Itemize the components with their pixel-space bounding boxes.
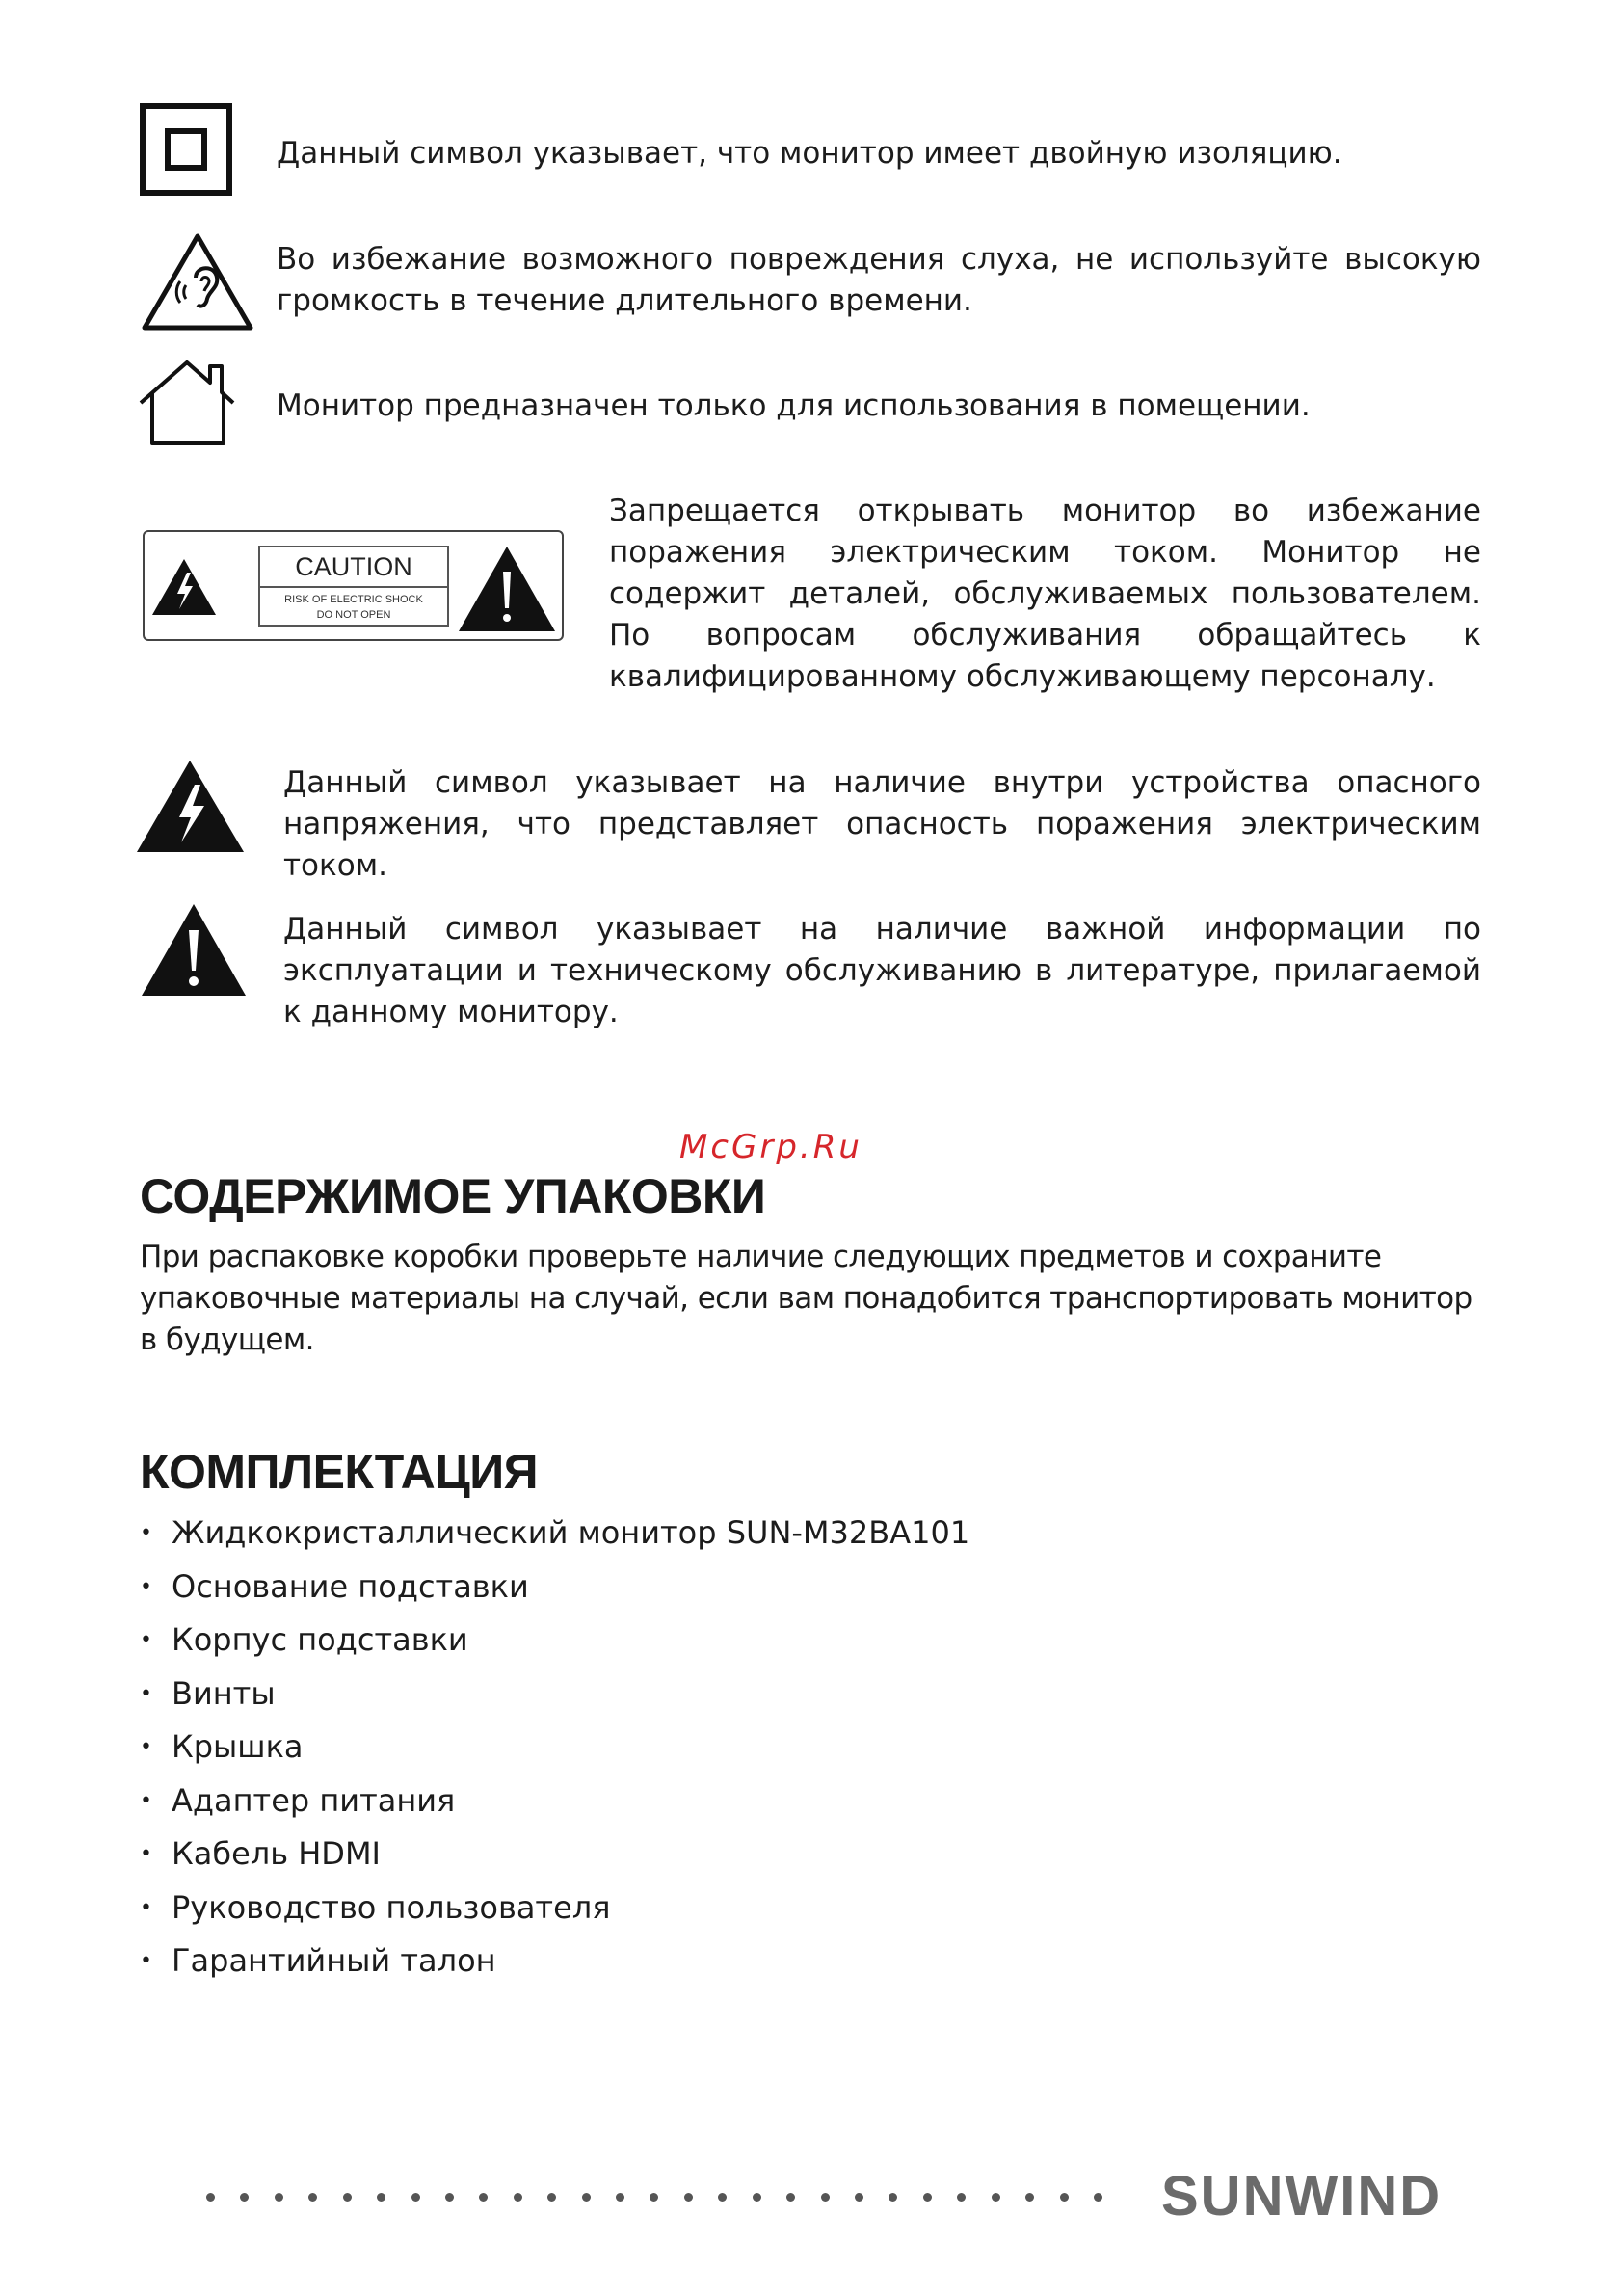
symbol-text-indoor-use: Монитор предназначен только для использования в помещении. [277, 388, 1311, 423]
list-item: • Руководство пользователя [140, 1882, 1296, 1936]
kit-list [140, 1507, 1296, 1989]
package-heading: СОДЕРЖИМОЕ УПАКОВКИ [140, 1169, 766, 1223]
footer-dots [206, 2191, 1102, 2203]
list-item: • Гарантийный талон [140, 1935, 1296, 1989]
hearing-damage-icon [140, 231, 255, 333]
indoor-use-icon [137, 357, 238, 448]
exclamation-warning-icon [457, 545, 557, 633]
list-item: • Основание подставки [140, 1561, 1296, 1615]
symbol-text-double-insulation: Данный символ указывает, что монитор имеет двойную изоляцию. [277, 136, 1342, 171]
symbol-text-lightning: Данный символ указывает на наличие внутри устройства опасного напряжения, что представляет опасность поражения электрическим током. [283, 765, 1481, 883]
caution-line-2: DO NOT OPEN [316, 609, 391, 621]
lightning-warning-icon [135, 758, 246, 854]
caution-title: CAUTION [260, 547, 447, 588]
list-item: • Винты [140, 1668, 1296, 1722]
brand-logo: SUNWIND [1161, 2165, 1443, 2228]
list-item: • Адаптер питания [140, 1775, 1296, 1829]
list-item: • Кабель HDMI [140, 1828, 1296, 1882]
watermark: McGrp.Ru [679, 1128, 862, 1166]
kit-heading: КОМПЛЕКТАЦИЯ [140, 1445, 539, 1499]
exclamation-warning-icon [140, 901, 248, 998]
list-item: • Корпус подставки [140, 1614, 1296, 1668]
symbol-text-hearing-damage: Во избежание возможного повреждения слуха, не используйте высокую громкость в течение длительного времени. [277, 242, 1481, 318]
list-item: • Крышка [140, 1721, 1296, 1775]
caution-label [143, 530, 564, 641]
list-item: • Жидкокристаллический монитор SUN-M32BA101 [140, 1507, 1296, 1561]
lightning-warning-icon [150, 557, 218, 617]
symbol-text-exclamation: Данный символ указывает на наличие важной информации по эксплуатации и техническому обслуживанию в литературе, прилагаемой к данному монитору. [283, 912, 1481, 1029]
caution-line-1: RISK OF ELECTRIC SHOCK [284, 594, 423, 605]
package-intro: При распаковке коробки проверьте наличие следующих предметов и сохраните упаковочные материалы на случай, если вам понадобится транспортировать монитор в будущем. [140, 1240, 1472, 1357]
symbol-text-caution: Запрещается открывать монитор во избежание поражения электрическим током. Монитор не содержит деталей, обслуживаемых пользователем. По вопросам обслуживания обращайтесь к квалифицированному обслуживающему персоналу. [609, 494, 1481, 694]
double-insulation-icon [140, 103, 232, 196]
